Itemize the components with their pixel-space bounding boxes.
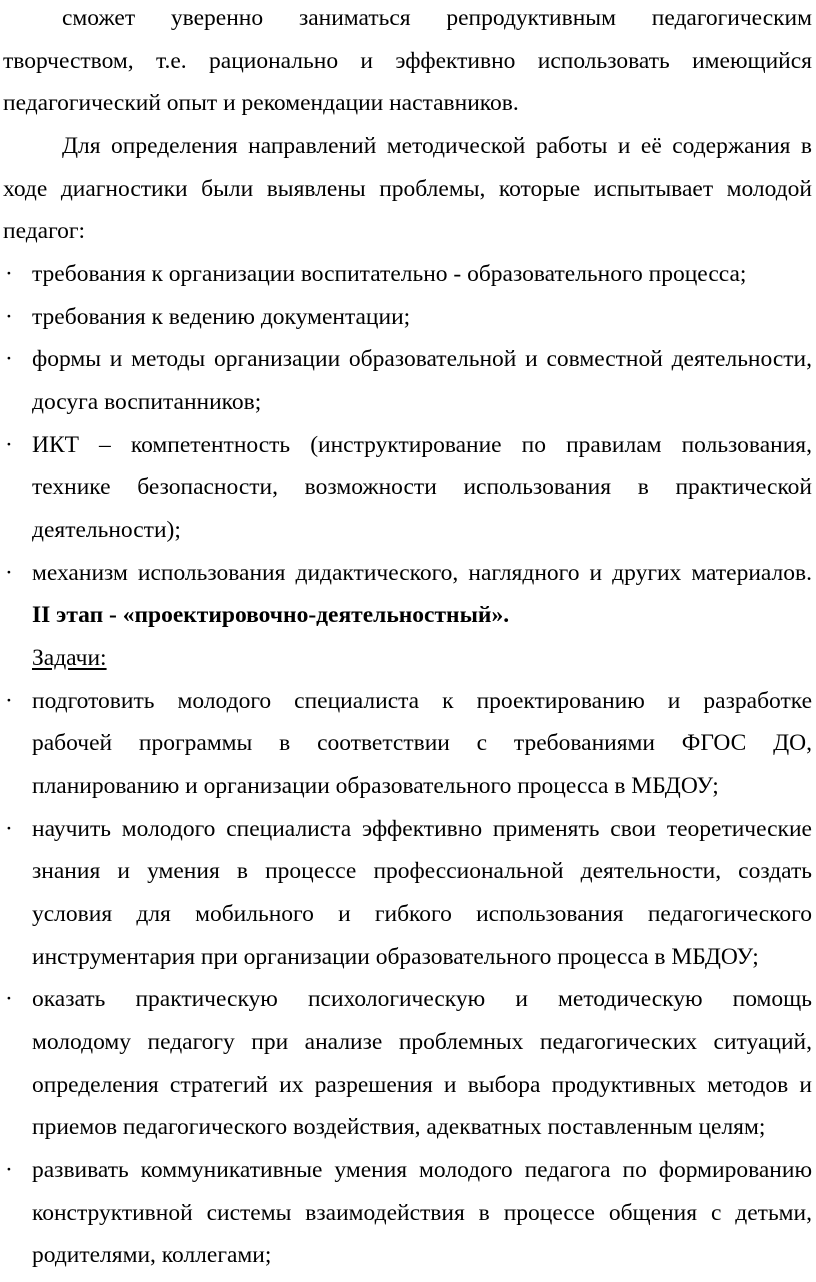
bullet-icon: · <box>5 816 13 842</box>
text-line: требования к ведению документации; <box>32 304 411 330</box>
bullet-icon: · <box>5 304 13 330</box>
text-line: знания и умения в процессе профессиональной деятельности, создать <box>32 858 812 884</box>
text-line: инструментария при организации образовательного процесса в МБДОУ; <box>32 944 759 970</box>
bullet-icon: · <box>5 432 13 458</box>
text-line: определения стратегий их разрешения и выбора продуктивных методов и <box>32 1072 812 1098</box>
text-line: конструктивной системы взаимодействия в процессе общения с детьми, <box>32 1200 812 1226</box>
bullet-icon: · <box>5 346 13 372</box>
bullet-icon: · <box>5 261 13 287</box>
text-line: научить молодого специалиста эффективно применять свои теоретические <box>32 816 812 842</box>
text-line: деятельности); <box>32 517 181 543</box>
text-line: молодому педагогу при анализе проблемных педагогических ситуаций, <box>32 1029 812 1055</box>
bullet-icon: · <box>5 560 13 586</box>
text-line: приемов педагогического воздействия, адекватных поставленным целям; <box>32 1114 766 1140</box>
text-line: условия для мобильного и гибкого использования педагогического <box>32 901 812 927</box>
text-line: сможет уверенно заниматься репродуктивным педагогическим <box>62 5 812 31</box>
text-line: досуга воспитанников; <box>32 389 262 415</box>
bullet-icon: · <box>5 1157 13 1183</box>
text-line: технике безопасности, возможности использования в практической <box>32 474 812 500</box>
text-line: развивать коммуникативные умения молодого педагога по формированию <box>32 1157 812 1183</box>
text-line: ходе диагностики были выявлены проблемы, которые испытывает молодой <box>3 176 812 202</box>
text-line: педагогический опыт и рекомендации наставников. <box>3 90 519 116</box>
text-line: формы и методы организации образовательной и совместной деятельности, <box>32 346 812 372</box>
text-line: механизм использования дидактического, наглядного и других материалов. <box>32 560 812 586</box>
text-line: родителями, коллегами; <box>32 1242 272 1268</box>
tasks-label: Задачи: <box>32 645 107 671</box>
text-line: ИКТ – компетентность (инструктирование по правилам пользования, <box>32 432 812 458</box>
text-line: Для определения направлений методической работы и её содержания в <box>62 133 812 159</box>
text-line: рабочей программы в соответствии с требованиями ФГОС ДО, <box>32 730 812 756</box>
text-line: творчеством, т.е. рационально и эффективно использовать имеющийся <box>3 48 812 74</box>
text-line: требования к организации воспитательно - образовательного процесса; <box>32 261 747 287</box>
text-line: планированию и организации образовательного процесса в МБДОУ; <box>32 773 719 799</box>
text-line: оказать практическую психологическую и методическую помощь <box>32 986 812 1012</box>
stage-heading: II этап - «проектировочно-деятельностный». <box>32 602 510 628</box>
bullet-icon: · <box>5 688 13 714</box>
text-line: подготовить молодого специалиста к проектированию и разработке <box>32 688 812 714</box>
text-line: педагог: <box>3 218 86 244</box>
bullet-icon: · <box>5 986 13 1012</box>
